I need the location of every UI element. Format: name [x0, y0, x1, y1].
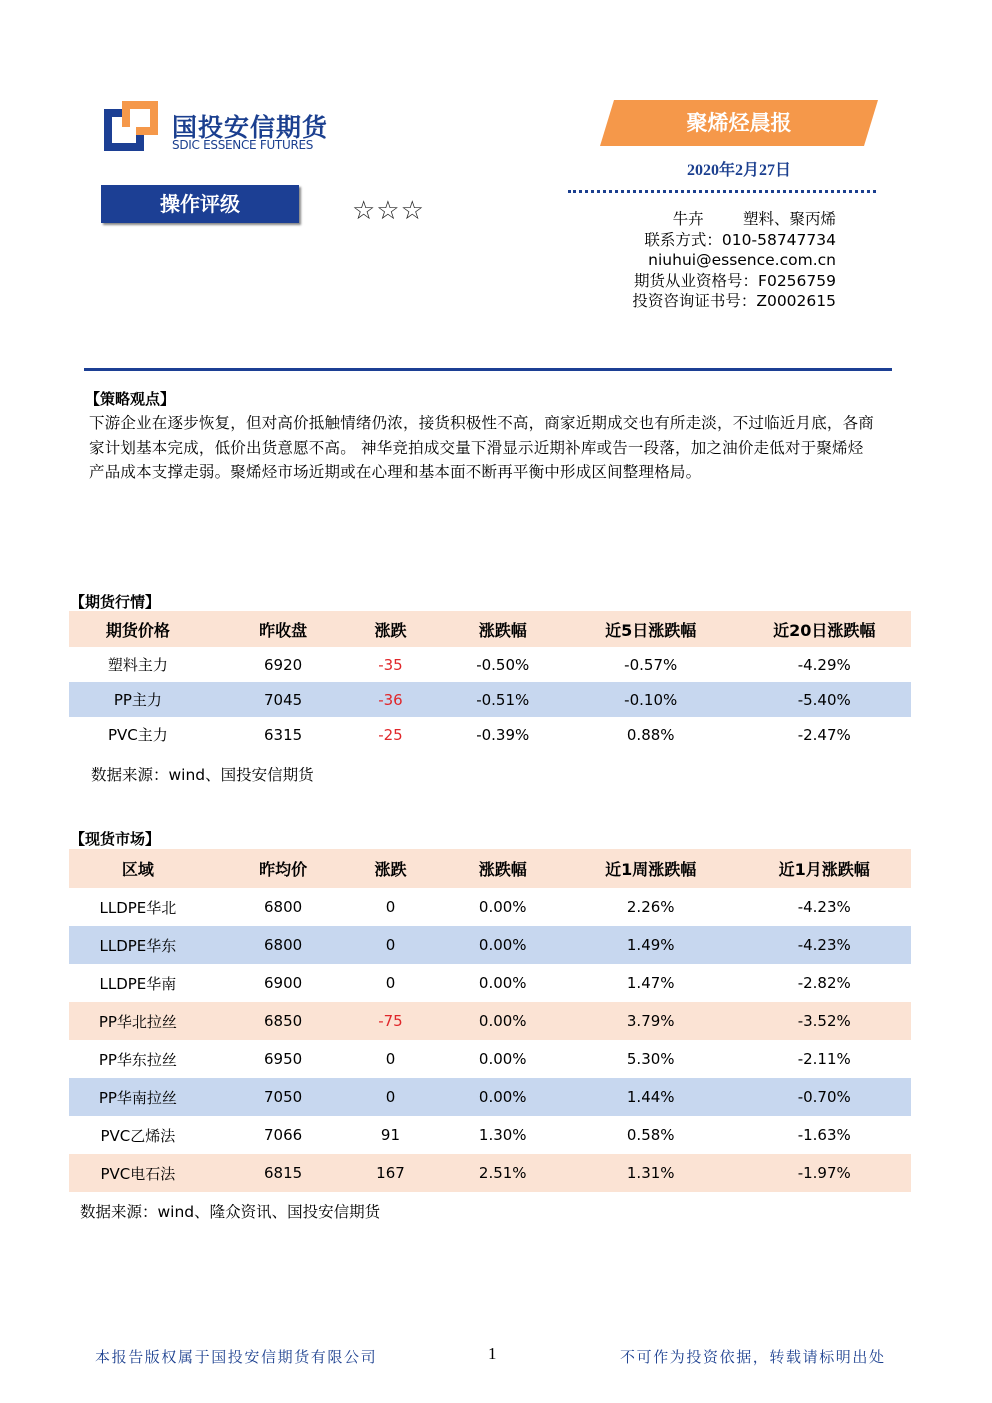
futures-table [69, 611, 911, 752]
cell-5d: -0.10% [624, 690, 678, 709]
futures-col-name: 期货价格 [105, 620, 170, 640]
cell-1w: 2.26% [626, 898, 675, 916]
table-row [69, 1116, 911, 1154]
table-row [69, 1040, 911, 1078]
company-name-cn: 国投安信期货 [172, 113, 329, 142]
futures-col-pct: 涨跌幅 [478, 620, 527, 640]
cell-change: -35 [378, 655, 403, 674]
cell-1m: -2.82% [797, 974, 851, 992]
cell-1m: -1.63% [797, 1126, 851, 1144]
cell-change: 0 [385, 1088, 396, 1106]
cell-pct: 0.00% [478, 1012, 527, 1030]
table-row [69, 647, 911, 682]
cell-avg: 6850 [264, 1012, 303, 1030]
futures-col-5d: 近5日涨跌幅 [605, 620, 697, 640]
cell-name: LLDPE华南 [99, 974, 177, 993]
cell-5d: -0.57% [624, 655, 678, 674]
cell-change: 91 [380, 1126, 401, 1144]
cell-5d: 0.88% [626, 725, 675, 744]
company-logo-mark [104, 101, 160, 153]
report-date: 2020年2月27日 [686, 162, 791, 179]
cell-pct: 0.00% [478, 898, 527, 916]
cell-avg: 6815 [264, 1164, 303, 1182]
cell-1m: -4.23% [797, 936, 851, 954]
footer-copyright: 本报告版权属于国投安信期货有限公司 [95, 1350, 378, 1366]
futures-col-close: 昨收盘 [259, 620, 308, 640]
table-row [69, 1078, 911, 1116]
cell-name: PVC电石法 [100, 1164, 176, 1183]
cell-avg: 6800 [264, 898, 303, 916]
spot-col-pct: 涨跌幅 [478, 860, 527, 879]
cell-1w: 1.44% [626, 1088, 675, 1106]
table-row [69, 888, 911, 926]
cell-1w: 1.31% [626, 1164, 675, 1182]
cell-name: LLDPE华东 [99, 936, 177, 955]
cell-1m: -4.23% [797, 898, 851, 916]
table-row [69, 682, 911, 717]
cell-name: PVC乙烯法 [100, 1126, 176, 1145]
cell-name: PVC主力 [108, 726, 168, 744]
spot-col-avg: 昨均价 [259, 860, 308, 879]
cell-change: 0 [385, 936, 396, 954]
strategy-body: 下游企业在逐步恢复，但对高价抵触情绪仍浓，接货积极性不高，商家近期成交也有所走淡，不过临近月底，各商家计划基本完成，低价出货意愿不高。 神华竞拍成交量下滑显示近期补库或告一段落，加之油价走低对于聚烯烃产品成本支撑走弱。聚烯烃市场近期或在心理和基本面不断再平衡中形成区间整理格局。 [89, 414, 875, 481]
cell-name: PP华南拉丝 [98, 1088, 177, 1107]
cell-change: -25 [378, 725, 403, 744]
rating-stars: ☆☆☆ [352, 196, 425, 226]
author-phone: 联系方式：010-58747734 [644, 231, 836, 249]
spot-col-region: 区域 [121, 860, 154, 879]
cell-pct: 0.00% [478, 936, 527, 954]
cell-pct: 0.00% [478, 1050, 527, 1068]
cell-change: 0 [385, 898, 396, 916]
table-row [69, 964, 911, 1002]
spot-header-row [69, 849, 911, 888]
cell-20d: -2.47% [797, 725, 851, 744]
cell-1m: -3.52% [797, 1012, 851, 1030]
table-row [69, 1002, 911, 1040]
cell-avg: 7066 [264, 1126, 303, 1144]
cell-change: 0 [385, 1050, 396, 1068]
cell-pct: 0.00% [478, 974, 527, 992]
spot-col-1w: 近1周涨跌幅 [605, 860, 697, 879]
cell-change: -36 [378, 690, 403, 709]
cell-1m: -1.97% [797, 1164, 851, 1182]
cell-pct: 2.51% [478, 1164, 527, 1182]
cell-20d: -5.40% [797, 690, 851, 709]
cell-avg: 7050 [264, 1088, 303, 1106]
cell-name: PP华东拉丝 [98, 1050, 177, 1069]
cell-pct: -0.50% [476, 655, 530, 674]
dotted-divider [568, 190, 876, 193]
cell-avg: 6900 [264, 974, 303, 992]
spot-source: 数据来源：wind、隆众资讯、国投安信期货 [80, 1203, 381, 1221]
cell-pct: 1.30% [478, 1126, 527, 1144]
cell-1m: -0.70% [797, 1088, 851, 1106]
rating-label: 操作评级 [101, 185, 299, 223]
spot-col-change: 涨跌 [374, 860, 407, 879]
cell-1m: -2.11% [797, 1050, 851, 1068]
cell-change: 167 [376, 1164, 405, 1182]
author-email[interactable]: niuhui@essence.com.cn [648, 251, 836, 269]
company-name-en: SDIC ESSENCE FUTURES [172, 138, 314, 152]
cell-change: 0 [385, 974, 396, 992]
table-row [69, 1154, 911, 1192]
spot-table [69, 849, 911, 1192]
header-rule [84, 368, 892, 371]
cell-1w: 1.49% [626, 936, 675, 954]
futures-header-row [69, 611, 911, 647]
spot-title: 【现货市场】 [70, 830, 161, 848]
futures-title: 【期货行情】 [70, 593, 161, 611]
footer-disclaimer: 不可作为投资依据，转载请标明出处 [620, 1350, 886, 1366]
cell-1w: 5.30% [626, 1050, 675, 1068]
table-row [69, 717, 911, 752]
author-license: 期货从业资格号：F0256759 [634, 272, 836, 290]
cell-close: 6315 [264, 725, 303, 744]
cell-close: 6920 [264, 655, 303, 674]
cell-name: PP主力 [113, 691, 162, 709]
cell-1w: 3.79% [626, 1012, 675, 1030]
page-number: 1 [488, 1344, 497, 1363]
futures-col-change: 涨跌 [374, 620, 407, 640]
cell-close: 7045 [264, 690, 303, 709]
cell-name: PP华北拉丝 [98, 1012, 177, 1031]
cell-avg: 6950 [264, 1050, 303, 1068]
cell-pct: -0.39% [476, 725, 530, 744]
table-row [69, 926, 911, 964]
spot-col-1m: 近1月涨跌幅 [778, 860, 870, 879]
author-advisory: 投资咨询证书号：Z0002615 [632, 292, 836, 310]
cell-avg: 6800 [264, 936, 303, 954]
strategy-title: 【策略观点】 [85, 390, 176, 408]
futures-col-20d: 近20日涨跌幅 [773, 620, 876, 640]
author-name: 牛卉 塑料、聚丙烯 [672, 210, 836, 228]
cell-pct: -0.51% [476, 690, 530, 709]
cell-pct: 0.00% [478, 1088, 527, 1106]
report-title: 聚烯烃晨报 [686, 111, 792, 135]
cell-name: LLDPE华北 [99, 898, 177, 917]
cell-1w: 1.47% [626, 974, 675, 992]
cell-1w: 0.58% [626, 1126, 675, 1144]
cell-name: 塑料主力 [107, 656, 168, 674]
cell-20d: -4.29% [797, 655, 851, 674]
cell-change: -75 [378, 1012, 403, 1030]
futures-source: 数据来源：wind、国投安信期货 [91, 766, 314, 784]
